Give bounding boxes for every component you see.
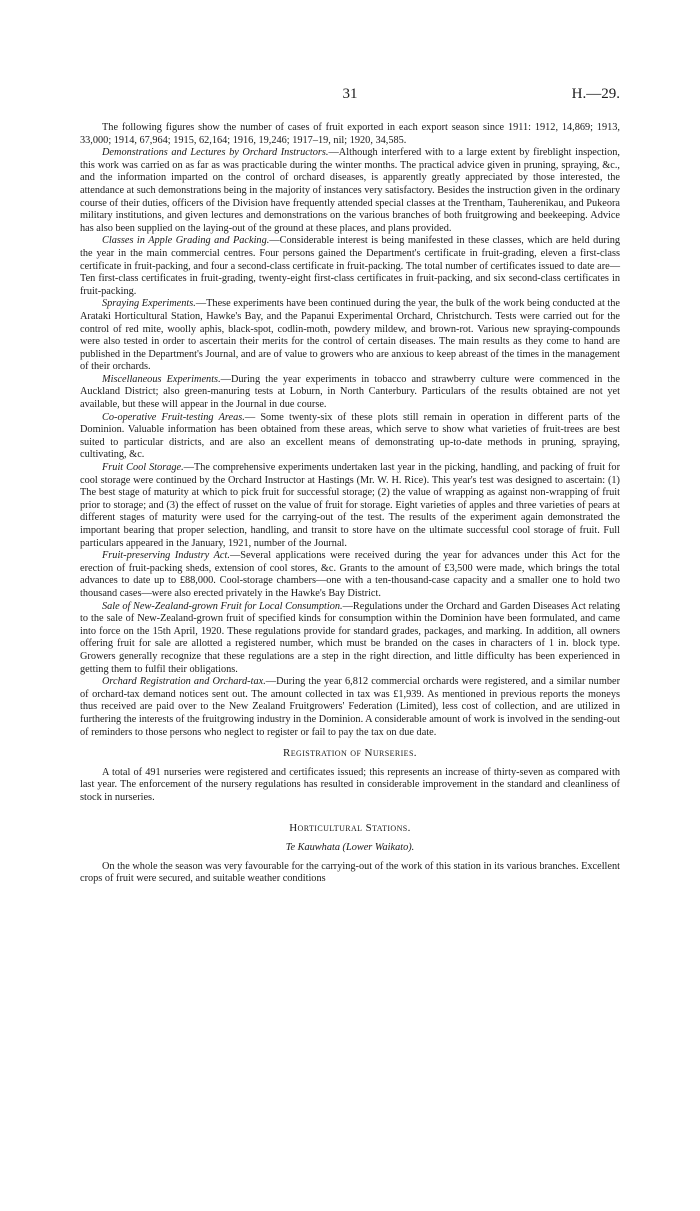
paragraph-title: Co-operative Fruit-testing Areas. [102,411,245,423]
paragraph-text: —The comprehensive experiments undertaken last year in the picking, handling, and packing of fruit for cool storage were continued by the Orchard Instructor at Hastings (Mr. W. H. Rice). This year's test was designed to ascertain: (1) The best stage of maturity at which to pick fruit for successful storage; (2) the value of wrapping as against non-wrapping of fruit prior to storage; and (3) the effect of russet on the value of fruit for storage. Eight varieties of apples and three varieties of pears at different stages of maturity were used for the carrying-out of the test. The results of the experiment again demonstrated the important bearing that proper selection, handling, and transit to store have on the ultimate successful cool storage of fruit. Full particulars appeared in the January, 1921, number of the Journal. [80,462,621,549]
paragraph-title: Fruit-preserving Industry Act. [102,550,230,562]
paragraph-title: Miscellaneous Experiments. [102,373,221,385]
paragraph-text: — Some twenty-six of these plots still remain in operation in different parts of the Dominion. Valuable information has been obtained from these areas, which serve to show what varieties of fruit-trees are best suited to particular districts, and are also an excellent means of demonstrating up-to-date methods in pruning, spraying, cultivating, &c. [80,411,620,461]
paragraph-text: —Considerable interest is being manifested in these classes, which are held during the year in the main commercial centres. Four persons gained the Department's certificate in fruit-grading, eleven a first-class certificate in fruit-packing, and four a second-class certificate in fruit-packing. The total number of certificates issued to date are—Ten first-class certificates in fruit-grading, twenty-eight first-class certificates in fruit-packing, and six second-class certificates in fruit-packing. [80,235,620,297]
paragraph-text: The following figures show the number of cases of fruit exported in each export season since 1911: 1912, 14,869; 1913, 33,000; 1914, 67,964; 1915, 62,164; 1916, 19,246; 1917–19, nil; 1920, 34,585. [80,122,620,146]
paragraph-classes [80,235,620,298]
paragraph-title: Spraying Experiments. [102,298,196,310]
page-header [80,88,620,112]
section-heading-nurseries: Registration of Nurseries. [283,747,417,760]
paragraph-export-figures [80,122,620,147]
paragraph-miscellaneous [80,374,620,412]
document-reference: H.—29. [571,86,620,102]
paragraph-title: Orchard Registration and Orchard-tax. [102,676,266,688]
paragraph-fruit-testing [80,412,620,462]
spacer [80,804,620,814]
paragraph-text: —Regulations under the Orchard and Garden Diseases Act relating to the sale of New-Zealand-grown fruit of specified kinds for consumption within the Dominion have been formulated, and came into force on the 15th April, 1920. These regulations provide for standard grades, packages, and marking. In addition, all owners offering fruit for sale are allotted a registered number, which must be branded on the cases in characters of 1 in. block type. Growers generally recognize that these regulations are a step in the right direction, and little difficulty has been experienced in getting them to fulfil their obligations. [80,600,620,675]
section-subheading-te-kauwhata: Te Kauwhata (Lower Waikato). [285,842,415,854]
paragraph-title: Classes in Apple Grading and Packing. [102,235,270,247]
paragraph-text: —Several applications were received during the year for advances under this Act for the erection of fruit-packing sheds, extension of cool stores, &c. Grants to the amount of £3,500 were made, which brings the total advances to date up to £88,000. Cool-storage chambers—one with a ten-thousand-case capacity and a smaller one to hold two thousand cases—were also erected privately in the Hawke's Bay District. [80,550,620,599]
paragraph-local-consumption [80,601,620,677]
paragraph-title: Demonstrations and Lectures by Orchard Instructors. [102,147,329,159]
paragraph-text: —These experiments have been continued during the year, the bulk of the work being conducted at the Arataki Horticultural Station, Hawke's Bay, and the Papanui Experimental Orchard, Christchurch. Tests were carried out for the control of red mite, woolly aphis, black-spot, codlin-moth, powdery mildew, and brown-rot. Various new spraying-compounds were also tested in order to ascertain their merits for the control of certain diseases. The main results as they come to hand are published in the Department's Journal, and are of value to growers who are anxious to keep abreast of the times in the management of their orchards. [80,298,620,373]
paragraph-te-kauwhata: On the whole the season was very favourable for the carrying-out of the work of this station in its various branches. Excellent crops of fruit were secured, and suitable weather conditions [80,860,620,885]
paragraph-nurseries: A total of 491 nurseries were registered and certificates issued; this represents an increase of thirty-seven as compared with last year. The enforcement of the nursery regulations has resulted in considerable improvement in the standard and cleanliness of stock in nurseries. [80,766,620,803]
paragraph-text: —During the year 6,812 commercial orchards were registered, and a similar number of orchard-tax demand notices sent out. The amount collected in tax was £1,939. As mentioned in previous reports the moneys thus received are paid over to the New Zealand Fruitgrowers' Federation (Limited), less cost of collection, and are utilized in furthering the interests of the fruitgrowing industry in the Dominion. A considerable amount of work is involved in the sending-out of reminders to those persons who neglect to register or fail to pay the tax on due date. [80,676,620,738]
paragraph-title: Sale of New-Zealand-grown Fruit for Local Consumption. [102,600,343,612]
paragraph-cool-storage [80,462,620,550]
paragraph-demonstrations [80,147,620,235]
paragraph-title: Fruit Cool Storage. [102,462,184,474]
paragraph-preserving-act [80,550,620,600]
document-page [0,88,700,1211]
section-heading-stations: Horticultural Stations. [289,822,411,835]
paragraph-text: —Although interfered with to a large extent by fireblight inspection, this work was carried on as far as was practicable during the winter months. The practical advice given in pruning, spraying, &c., and the information imparted on the control of orchard diseases, is apparently greatly appreciated by those interested, the attendance at such demonstrations being in the majority of instances very satisfactory. Besides the instruction given in the ordinary course of their duties, officers of the Division have frequently attended special classes at the Trentham, Tauherenikau, and Pukeora military institutions, and given lectures and demonstrations on the various branches of both fruitgrowing and beekeeping. Advice has also been supplied on the laying-out of the ground at these places, and plans provided. [80,147,620,234]
page-number: 31 [342,86,358,102]
paragraph-spraying [80,298,620,374]
paragraph-orchard-registration [80,676,620,739]
paragraph-text: —During the year experiments in tobacco and strawberry culture were commenced in the Auckland District; also green-manuring tests at Loburn, in North Canterbury. Particulars of the results obtained are not yet available, but these will appear in the Journal in due course. [80,373,620,411]
